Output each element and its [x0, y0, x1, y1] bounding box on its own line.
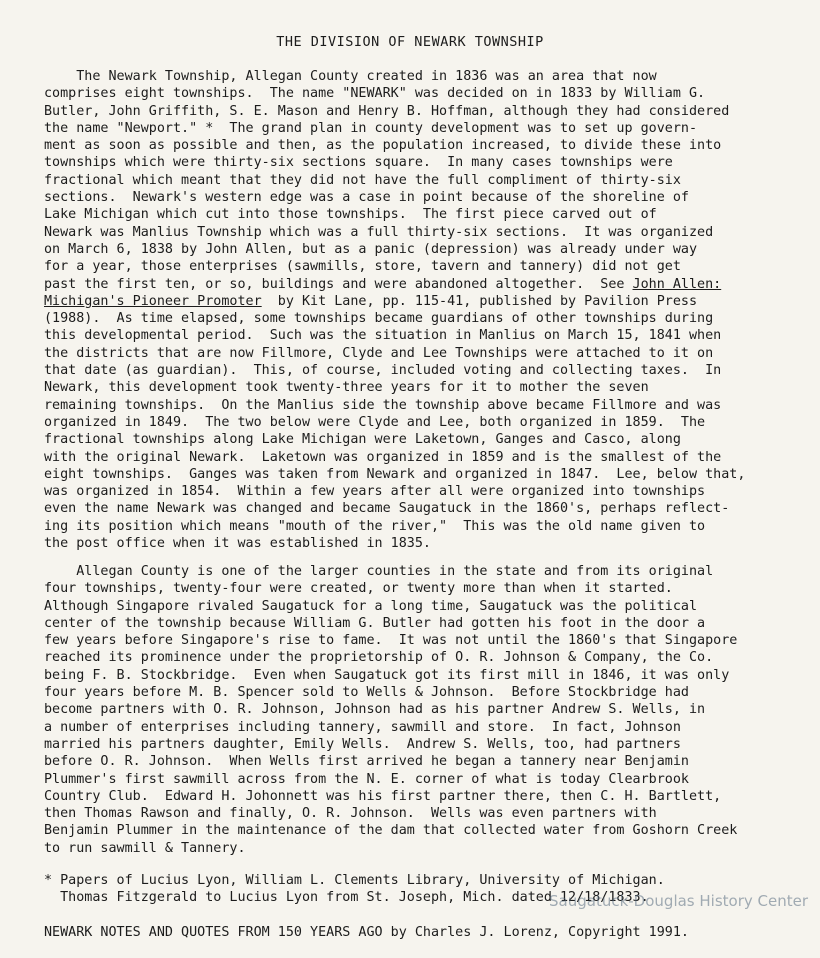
text-line: married his partners daughter, Emily Wells. Andrew S. Wells, too, had partners: [44, 736, 681, 752]
text-line: townships which were thirty-six sections square. In many cases townships were: [44, 155, 673, 171]
text-line: Plummer's first sawmill across from the N. E. corner of what is today Clearbrook: [44, 771, 689, 787]
text-line: Newark was Manlius Township which was a full thirty-six sections. It was organized: [44, 224, 714, 240]
text-line: for a year, those enterprises (sawmills, store, tavern and tannery) did not get: [44, 259, 681, 275]
text-line: even the name Newark was changed and became Saugatuck in the 1860's, perhaps reflect-: [44, 501, 730, 517]
document-footer: NEWARK NOTES AND QUOTES FROM 150 YEARS AGO by Charles J. Lorenz, Copyright 1991.: [44, 925, 689, 940]
text-line: before O. R. Johnson. When Wells first arrived he began a tannery near Benjamin: [44, 754, 689, 770]
text-line: the districts that are now Fillmore, Clyde and Lee Townships were attached to it on: [44, 345, 714, 361]
text-line: ment as soon as possible and then, as the population increased, to divide these into: [44, 138, 722, 154]
text-line: fractional which meant that they did not have the full compliment of thirty-six: [44, 172, 681, 188]
footnote-line: * Papers of Lucius Lyon, William L. Clements Library, University of Michigan.: [44, 873, 665, 888]
text-line: Butler, John Griffith, S. E. Mason and Henry B. Hoffman, although they had considered: [44, 103, 730, 119]
text-line: this developmental period. Such was the situation in Manlius on March 15, 1841 when: [44, 328, 722, 344]
text-line: center of the township because William G. Butler had gotten his foot in the door a: [44, 615, 706, 631]
watermark: Saugatuck-Douglas History Center: [549, 892, 808, 910]
text-segment: past the first ten, or so, buildings and were abandoned altogether. See: [44, 276, 633, 292]
text-line: comprises eight townships. The name "NEWARK" was decided on in 1833 by William G.: [44, 86, 706, 102]
text-line: few years before Singapore's rise to fame. It was not until the 1860's that Singapore: [44, 633, 738, 649]
text-line: four years before M. B. Spencer sold to Wells & Johnson. Before Stockbridge had: [44, 685, 689, 701]
text-line: become partners with O. R. Johnson, Johnson had as his partner Andrew S. Wells, in: [44, 702, 706, 718]
text-line: (1988). As time elapsed, some townships became guardians of other townships during: [44, 311, 714, 327]
text-line: Although Singapore rivaled Saugatuck for a long time, Saugatuck was the political: [44, 598, 698, 614]
text-line: ing its position which means "mouth of the river," This was the old name given to: [44, 518, 706, 534]
text-line: fractional townships along Lake Michigan were Laketown, Ganges and Casco, along: [44, 432, 681, 448]
text-line: reached its prominence under the proprietorship of O. R. Johnson & Company, the Co.: [44, 650, 714, 666]
text-line: remaining townships. On the Manlius side the township above became Fillmore and was: [44, 397, 722, 413]
text-line: to run sawmill & Tannery.: [44, 840, 246, 856]
text-line: organized in 1849. The two below were Clyde and Lee, both organized in 1859. The: [44, 414, 706, 430]
text-line: then Thomas Rawson and finally, O. R. Johnson. Wells was even partners with: [44, 806, 657, 822]
text-line: that date (as guardian). This, of course, included voting and collecting taxes. In: [44, 363, 722, 379]
text-line: the name "Newport." * The grand plan in county development was to set up govern-: [44, 120, 698, 136]
text-segment: by Kit Lane, pp. 115-41, published by Pavilion Press: [261, 293, 698, 309]
text-line: sections. Newark's western edge was a case in point because of the shoreline of: [44, 190, 689, 206]
text-line: a number of enterprises including tannery, sawmill and store. In fact, Johnson: [44, 719, 681, 735]
text-line: four townships, twenty-four were created, or twenty more than when it started.: [44, 581, 673, 597]
text-line: Newark, this development took twenty-three years for it to mother the seven: [44, 380, 649, 396]
document-title: THE DIVISION OF NEWARK TOWNSHIP: [276, 34, 544, 50]
text-line: on March 6, 1838 by John Allen, but as a panic (depression) was already under way: [44, 241, 698, 257]
text-line: Lake Michigan which cut into those townships. The first piece carved out of: [44, 207, 657, 223]
text-line: Benjamin Plummer in the maintenance of the dam that collected water from Goshorn Creek: [44, 823, 738, 839]
book-title-part2: Michigan's Pioneer Promoter: [44, 293, 262, 309]
book-title-part1: John Allen:: [632, 276, 722, 292]
text-line: eight townships. Ganges was taken from Newark and organized in 1847. Lee, below that,: [44, 466, 746, 482]
text-line: with the original Newark. Laketown was organized in 1859 and is the smallest of the: [44, 449, 722, 465]
footnote-line: Thomas Fitzgerald to Lucius Lyon from St. Joseph, Mich. dated 12/18/1833.: [44, 890, 649, 906]
text-line: Country Club. Edward H. Johonnett was his first partner there, then C. H. Bartlett,: [44, 788, 722, 804]
paragraph-2: [44, 563, 804, 857]
text-line: was organized in 1854. Within a few years after all were organized into townships: [44, 484, 706, 500]
text-line: the post office when it was established in 1835.: [44, 536, 431, 552]
text-line: Allegan County is one of the larger counties in the state and from its original: [44, 564, 714, 579]
text-line: being F. B. Stockbridge. Even when Saugatuck got its first mill in 1846, it was only: [44, 667, 730, 683]
text-line: [44, 276, 804, 293]
text-line: [44, 293, 804, 310]
text-line: The Newark Township, Allegan County created in 1836 was an area that now: [44, 69, 657, 84]
paragraph-1: [44, 68, 804, 552]
